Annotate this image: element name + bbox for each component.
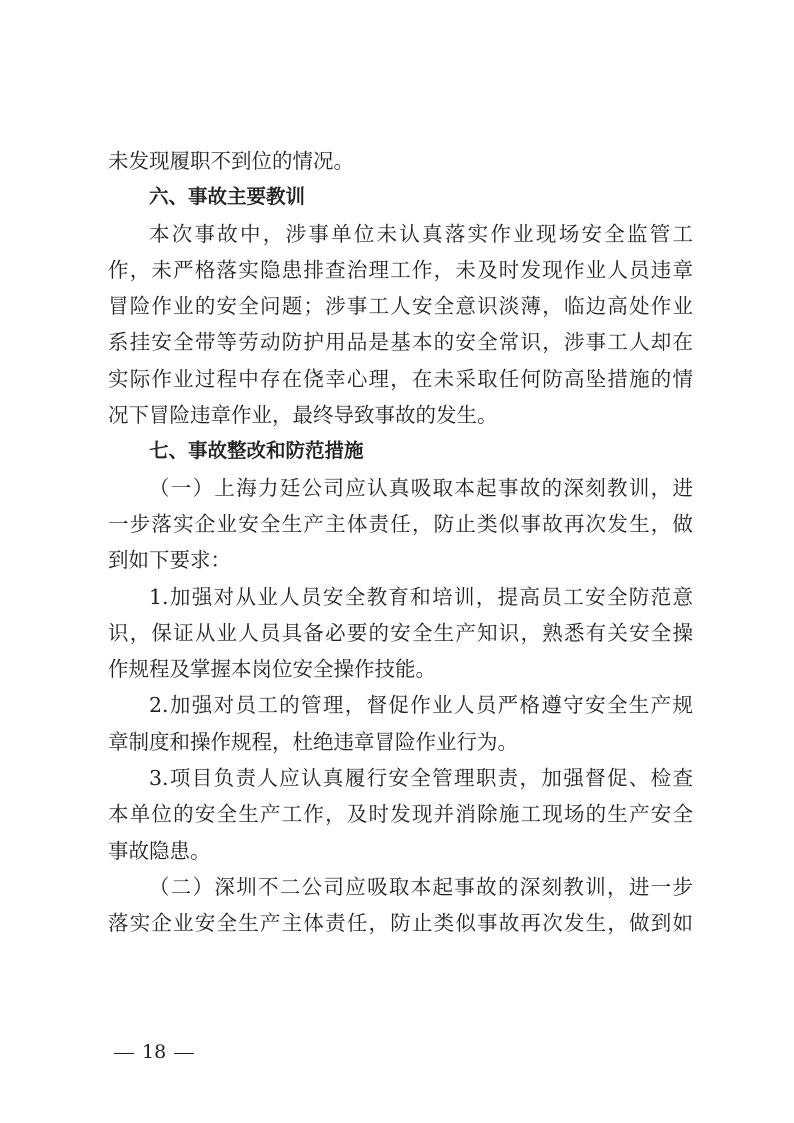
section-heading-lessons: 六、事故主要教训 [149, 185, 306, 209]
paragraph-line: 作规程及掌握本岗位安全操作技能。 [108, 657, 436, 682]
paragraph-line: 识，保证从业人员具备必要的安全生产知识，熟悉有关安全操 [108, 620, 693, 645]
paragraph-line: 1.加强对从业人员安全教育和培训，提高员工安全防范意 [149, 584, 693, 609]
paragraph-line: 实际作业过程中存在侥幸心理，在未采取任何防高坠措施的情 [108, 366, 693, 391]
paragraph-line: 3.项目负责人应认真履行安全管理职责，加强督促、检查 [149, 766, 693, 791]
left-dash [114, 1053, 134, 1054]
paragraph-line: 2.加强对员工的管理，督促作业人员严格遵守安全生产规 [149, 693, 693, 718]
page-number [106, 1037, 202, 1067]
paragraph-line: 到如下要求： [108, 548, 231, 573]
paragraph-line: （一）上海力廷公司应认真吸取本起事故的深刻教训，进 [149, 475, 693, 500]
paragraph-line: 一步落实企业安全生产主体责任，防止类似事故再次发生，做 [108, 511, 693, 536]
paragraph-line: 未发现履职不到位的情况。 [108, 149, 354, 173]
section-heading-measures: 七、事故整改和防范措施 [149, 439, 364, 463]
paragraph-line: 本次事故中，涉事单位未认真落实作业现场安全监管工 [149, 221, 693, 246]
paragraph-line: 作，未严格落实隐患排查治理工作，未及时发现作业人员违章 [108, 257, 693, 282]
paragraph-line: 落实企业安全生产主体责任，防止类似事故再次发生，做到如 [108, 911, 693, 936]
paragraph-line: 本单位的安全生产工作，及时发现并消除施工现场的生产安全 [108, 802, 693, 827]
page-number-value: 18 [142, 1041, 167, 1063]
paragraph-line: 系挂安全带等劳动防护用品是基本的安全常识，涉事工人却在 [108, 330, 693, 355]
paragraph-line: 事故隐患。 [108, 838, 211, 863]
body-text [108, 143, 693, 942]
paragraph-line: 况下冒险违章作业，最终导致事故的发生。 [108, 403, 498, 428]
paragraph-line: 冒险作业的安全问题；涉事工人安全意识淡薄，临边高处作业 [108, 294, 693, 319]
paragraph-line: 章制度和操作规程，杜绝违章冒险作业行为。 [108, 729, 518, 754]
paragraph-line: （二）深圳不二公司应吸取本起事故的深刻教训，进一步 [149, 874, 693, 899]
right-dash [174, 1053, 194, 1054]
